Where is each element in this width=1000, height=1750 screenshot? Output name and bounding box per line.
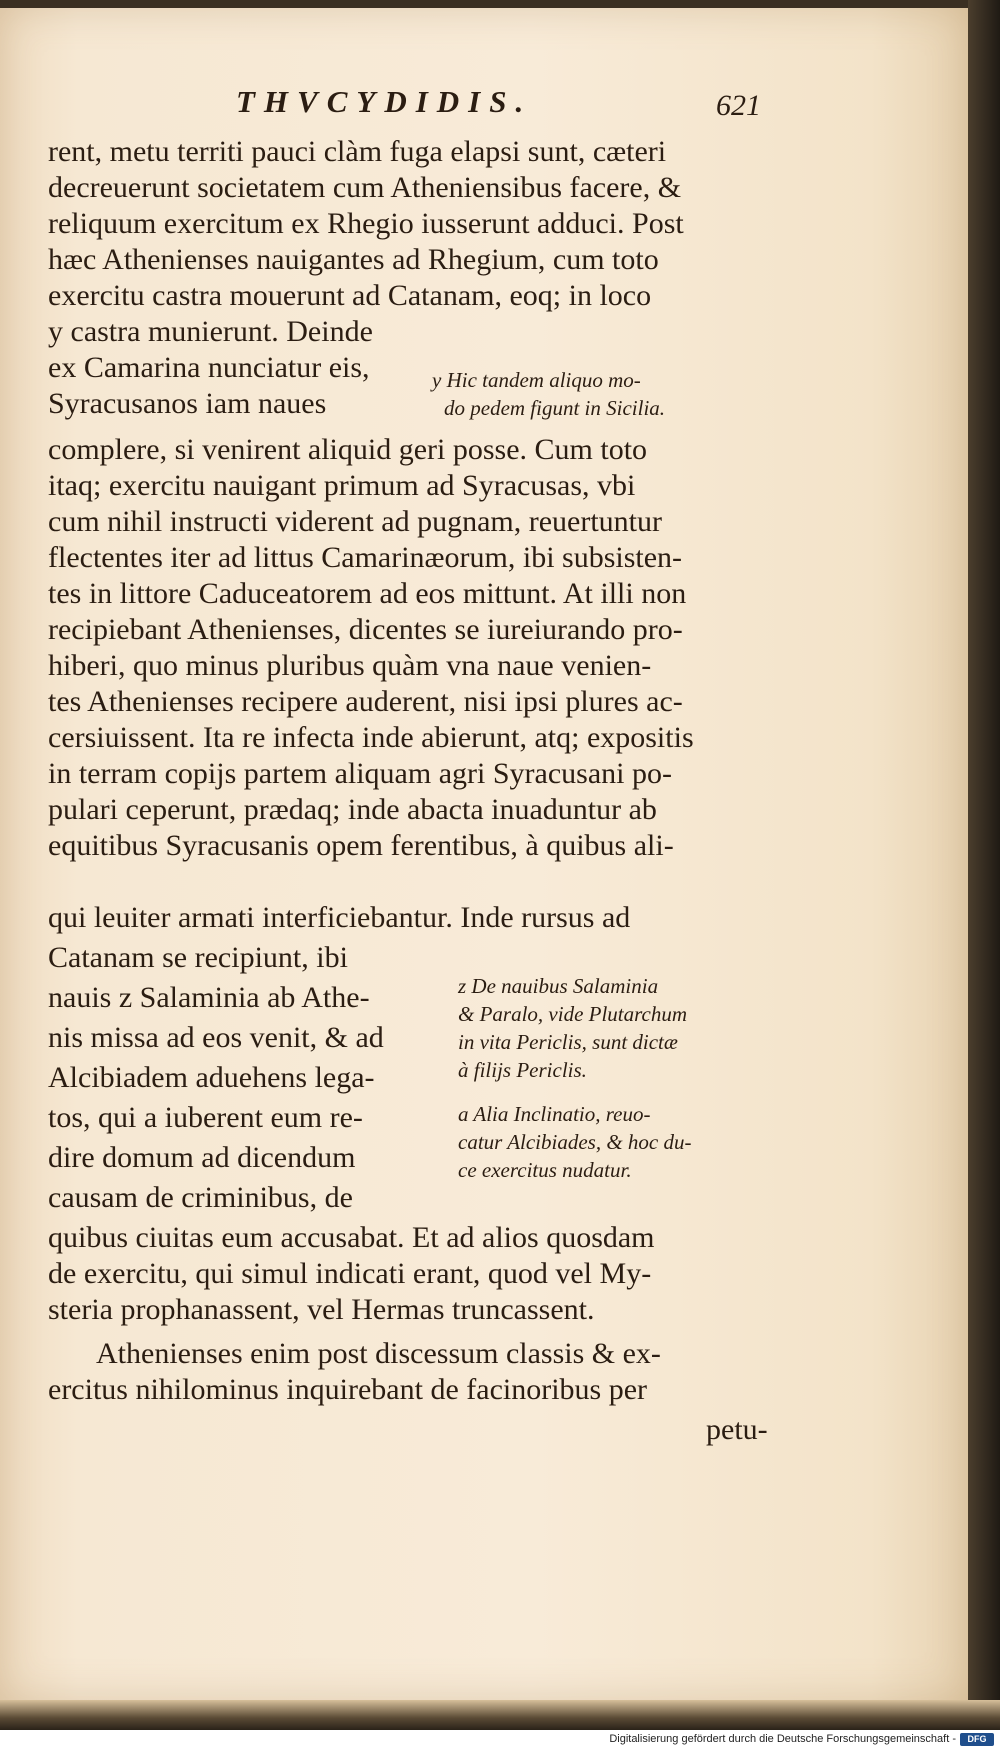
text-line: cum nihil instructi viderent ad pugnam, reuertuntur	[48, 505, 663, 538]
text-line: hæc Athenienses nauigantes ad Rhegium, cum toto	[48, 243, 659, 276]
text-line: tos, qui a iuberent eum re-	[48, 1101, 363, 1134]
text-line: decreuerunt societatem cum Atheniensibus facere, &	[48, 171, 682, 204]
side-note-line: & Paralo, vide Plutarchum	[458, 1002, 688, 1026]
text-line: causam de criminibus, de	[48, 1181, 353, 1214]
text-line: rent, metu territi pauci clàm fuga elapsi sunt, cæteri	[48, 135, 667, 168]
text-line: y castra munierunt. Deinde	[48, 315, 373, 348]
side-note-line: z De nauibus Salaminia	[458, 974, 659, 998]
footer-text: Digitalisierung gefördert durch die Deutsche Forschungsgemeinschaft -	[609, 1733, 956, 1745]
page-bottom-shadow	[0, 1700, 1000, 1730]
text-line: nauis z Salaminia ab Athe-	[48, 981, 370, 1014]
text-line: equitibus Syracusanis opem ferentibus, à quibus ali-	[48, 829, 674, 862]
text-line: ercitus nihilominus inquirebant de facinoribus per	[48, 1373, 648, 1406]
dfg-logo: DFG	[960, 1733, 994, 1746]
text-line: Athenienses enim post discessum classis & ex-	[96, 1337, 661, 1370]
text-line: quibus ciuitas eum accusabat. Et ad alios quosdam	[48, 1221, 655, 1254]
text-line: dire domum ad dicendum	[48, 1141, 356, 1174]
text-line: cersiuissent. Ita re infecta inde abierunt, atq; expositis	[48, 721, 694, 754]
digitization-footer	[0, 1730, 1000, 1750]
text-line: Alcibiadem aduehens lega-	[48, 1061, 375, 1094]
text-line: tes in littore Caduceatorem ad eos mittunt. At illi non	[48, 577, 687, 610]
text-line: flectentes iter ad littus Camarinæorum, ibi subsisten-	[48, 541, 683, 574]
text-line: complere, si venirent aliquid geri posse. Cum toto	[48, 433, 648, 466]
side-note-line: ce exercitus nudatur.	[458, 1158, 632, 1182]
text-line: tes Athenienses recipere auderent, nisi ipsi plures ac-	[48, 685, 683, 718]
text-line: pulari ceperunt, prædaq; inde abacta inuaduntur ab	[48, 793, 657, 826]
running-head-title: THVCYDIDIS.	[236, 84, 533, 119]
text-line: itaq; exercitu nauigant primum ad Syracusas, vbi	[48, 469, 636, 502]
side-note-line: à filijs Periclis.	[458, 1058, 587, 1082]
text-line: Syracusanos iam naues	[48, 387, 327, 420]
side-note-line: catur Alcibiades, & hoc du-	[458, 1130, 692, 1154]
text-line: hiberi, quo minus pluribus quàm vna naue venien-	[48, 649, 652, 682]
text-line: reliquum exercitum ex Rhegio iusserunt adduci. Post	[48, 207, 684, 240]
text-line: nis missa ad eos venit, & ad	[48, 1021, 384, 1054]
side-note-line: do pedem figunt in Sicilia.	[444, 396, 666, 420]
text-line: qui leuiter armati interficiebantur. Inde rursus ad	[48, 901, 631, 934]
catchword: petu-	[706, 1413, 768, 1446]
side-note-line: y Hic tandem aliquo mo-	[432, 368, 641, 392]
text-line: in terram copijs partem aliquam agri Syracusani po-	[48, 757, 672, 790]
text-line: exercitu castra mouerunt ad Catanam, eoq; in loco	[48, 279, 652, 312]
text-line: ex Camarina nunciatur eis,	[48, 351, 370, 384]
side-note-line: in vita Periclis, sunt dictæ	[458, 1030, 678, 1054]
text-line: Catanam se recipiunt, ibi	[48, 941, 348, 974]
page-number: 621	[716, 89, 761, 122]
text-line: recipiebant Athenienses, dicentes se iureiurando pro-	[48, 613, 683, 646]
text-line: steria prophanassent, vel Hermas truncassent.	[48, 1293, 595, 1326]
side-note-line: a Alia Inclinatio, reuo-	[458, 1102, 651, 1126]
text-line: de exercitu, qui simul indicati erant, quod vel My-	[48, 1257, 652, 1290]
book-edge	[968, 0, 1000, 1750]
